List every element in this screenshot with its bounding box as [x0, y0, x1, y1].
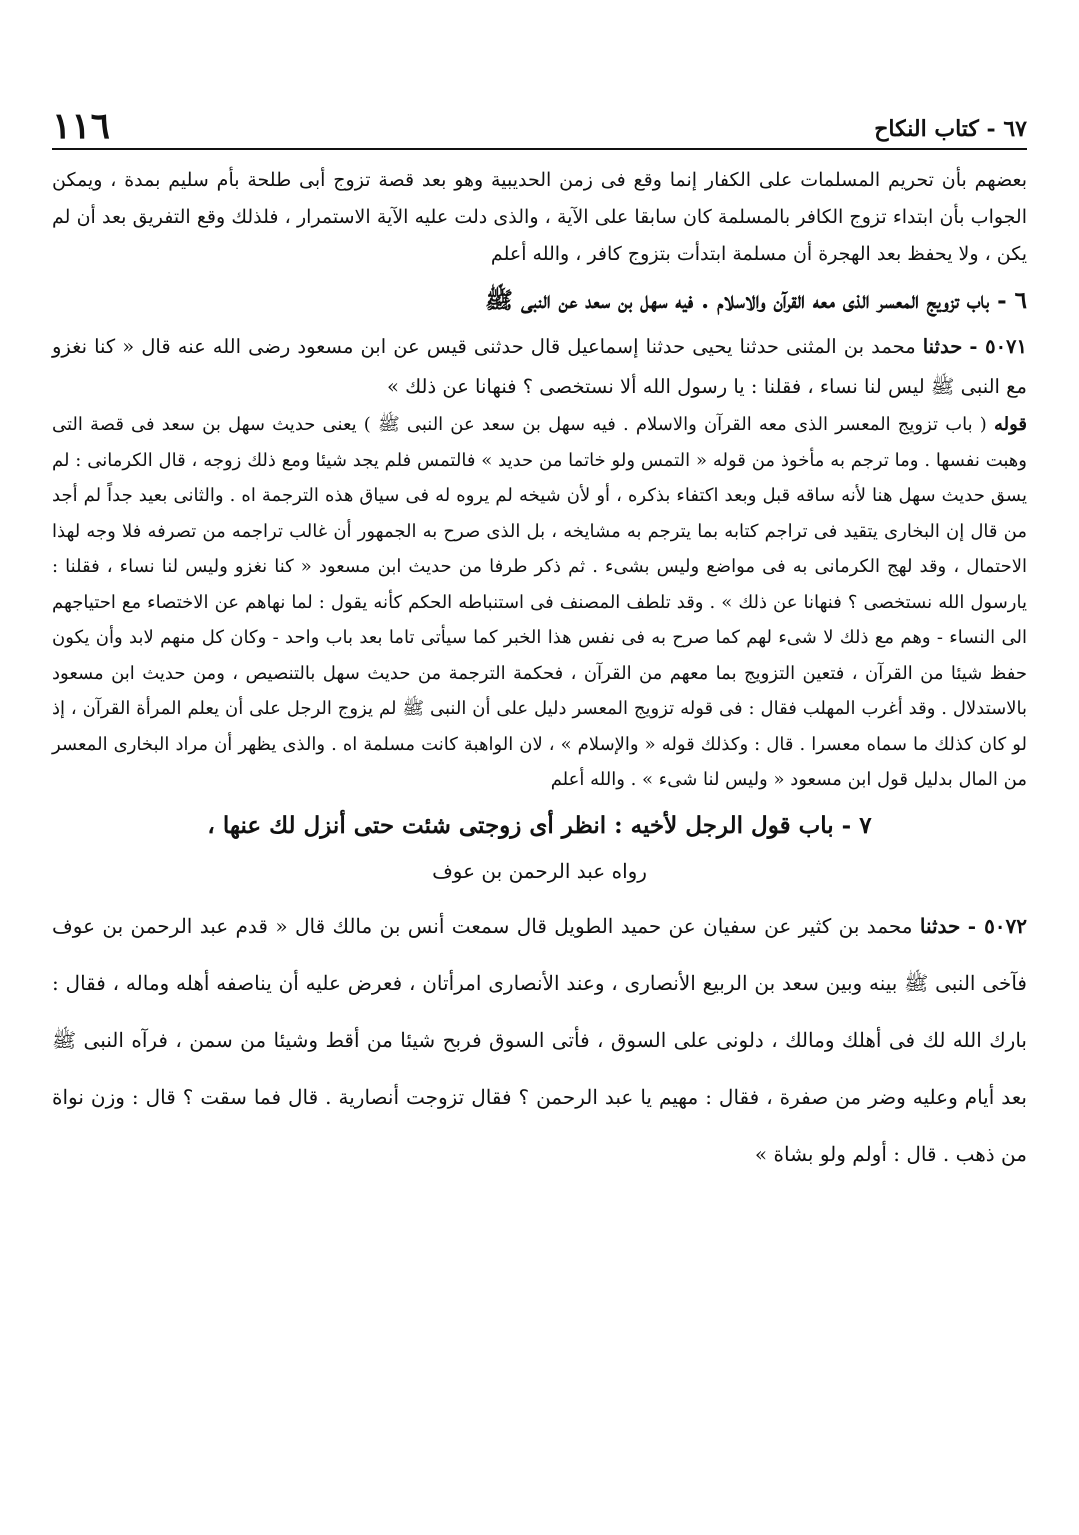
commentary-chapter-6: [52, 407, 1027, 798]
intro-paragraph: بعضهم بأن تحريم المسلمات على الكفار إنما وقع فى زمن الحديبية وهو بعد قصة تزوج أبى طلحة بأم سليم بمدة ، ويمكن الجواب بأن ابتداء تزوج الكافر بالمسلمة كان سابقا على الآية ، والذى دلت عليه الآية الاستمرار ، فلذلك وقع التفريق بعد أن لم يكن ، ولا يحفظ بعد الهجرة أن مسلمة ابتدأت بتزوج كافر ، والله أعلم: [52, 169, 1027, 265]
chapter-7-riwaya: رواه عبد الرحمن بن عوف: [432, 858, 647, 883]
hadith-5071-number: ٥٠٧١ -: [969, 335, 1028, 358]
running-title: ٦٧ - كتاب النكاح: [874, 116, 1027, 142]
chapter-7-heading: ٧ - باب قول الرجل لأخيه : انظر أى زوجتى شئت حتى أنزل لك عنها ،: [207, 811, 872, 839]
commentary-6-text: ( باب تزويج المعسر الذى معه القرآن والاسلام . فيه سهل بن سعد عن النبى ﷺ ) يعنى حديث سهل بن سعد فى قصة التى وهبت نفسها . وما ترجم به مأخوذ من قوله « التمس ولو خاتما من حديد » فالتمس فلم يجد شيئا ومع ذلك زوجه ، قال الكرمانى : لم يسق حديث سهل هنا لأنه ساقه قبل وبعد اكتفاء بذكره ، أو لأن شيخه لم يروه له فى سياق هذه الترجمة اه . والثانى بعيد جداً لم أجد من قال إن البخارى يتقيد فى تراجم كتابه بما يترجم به مشايخه ، بل الذى صرح به الجمهور أن غالب تراجمه من تصرفه فلا وجه لهذا الاحتمال ، وقد لهج الكرمانى به فى مواضع وليس بشىء . ثم ذكر طرفا من حديث ابن مسعود « كنا نغزو وليس لنا نساء ، فقلنا : يارسول الله نستخصى ؟ فنهانا عن ذلك » . وقد تلطف المصنف فى استنباطه الحكم كأنه يقول : لما نهاهم عن الاختصاء مع احتياجهم الى النساء - وهم مع ذلك لا شىء لهم كما صرح به فى نفس هذا الخبر كما سيأتى تاما بعد باب واحد - وكان كل منهم لابد وأن يكون حفظ شيئا من القرآن ، فتعين التزويج بما معهم من القرآن ، فحكمة الترجمة من حديث سهل بالتنصيص ، ومن حديث ابن مسعود بالاستدلال . وقد أغرب المهلب فقال : فى قوله تزويج المعسر دليل على أن النبى ﷺ لم يزوج الرجل على أن يعلم المرأة القرآن ، إذ لو كان كذلك ما سماه معسرا . قال : وكذلك قوله « والإسلام » ، لان الواهبة كانت مسلمة اه . والذى يظهر أن مراد البخارى المعسر من المال بدليل قول ابن مسعود « وليس لنا شىء » . والله أعلم: [52, 414, 1027, 790]
page-header: [52, 98, 1027, 150]
page-number: ١١٦: [52, 105, 111, 147]
hadith-5071: [52, 327, 1027, 407]
hadith-5071-text: محمد بن المثنى حدثنا يحيى حدثنا إسماعيل قال حدثنى قيس عن ابن مسعود رضى الله عنه قال « كنا نغزو مع النبى ﷺ ليس لنا نساء ، فقلنا : يا رسول الله ألا نستخصى ؟ فنهانا عن ذلك »: [52, 335, 1027, 398]
hadith-5072: [52, 898, 1027, 1183]
hadith-5072-text: محمد بن كثير عن سفيان عن حميد الطويل قال سمعت أنس بن مالك قال « قدم عبد الرحمن بن عوف فآخى النبى ﷺ بينه وبين سعد بن الربيع الأنصارى ، وعند الأنصارى امرأتان ، فعرض عليه أن يناصفه أهله وماله ، فقال : بارك الله لك فى أهلك ومالك ، دلونى على السوق ، فأتى السوق فربح شيئا من أقط وشيئا من سمن ، فرآه النبى ﷺ بعد أيام وعليه وضر من صفرة ، فقال : مهيم يا عبد الرحمن ؟ فقال تزوجت أنصارية . قال فما سقت ؟ قال : وزن نواة من ذهب . قال : أولم ولو بشاة »: [52, 913, 1027, 1166]
page-content: [52, 162, 1027, 1183]
hadith-5071-keyword: حدثنا: [922, 335, 963, 358]
hadith-5072-number: ٥٠٧٢ -: [967, 913, 1028, 938]
hadith-5072-keyword: حدثنا: [919, 913, 961, 938]
commentary-6-keyword: قوله: [993, 414, 1027, 435]
chapter-6-heading: ٦ - باب تزويج المعسر الذى معه القرآن والاسلام . فيه سهل بن سعد عن النبى ﷺ: [485, 287, 1027, 314]
